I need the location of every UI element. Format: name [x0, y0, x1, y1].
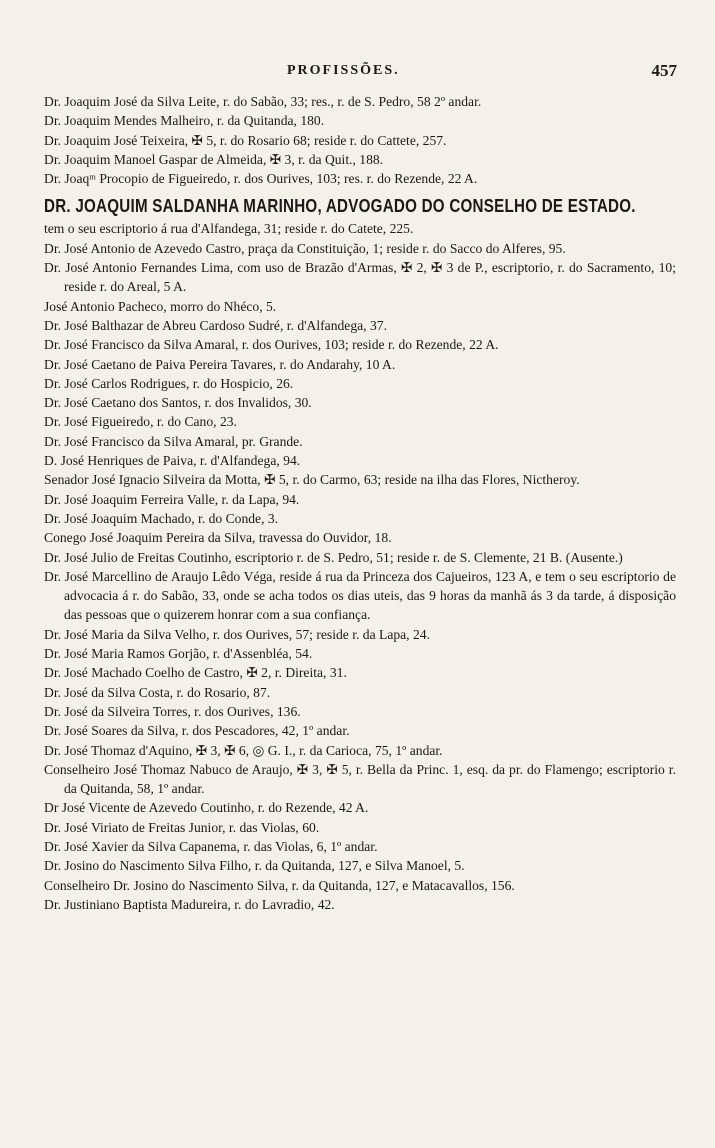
list-item: Dr José Vicente de Azevedo Coutinho, r. do Rezende, 42 A. [44, 800, 369, 816]
list-item: D. José Henriques de Paiva, r. d'Alfandega, 94. [44, 453, 301, 469]
list-item: Dr. Josino do Nascimento Silva Filho, r. da Quitanda, 127, e Silva Manoel, 5. [44, 858, 465, 874]
list-item: Dr. José Xavier da Silva Capanema, r. das Violas, 6, 1º andar. [44, 838, 378, 854]
list-item: Dr. Justiniano Baptista Madureira, r. do Lavradio, 42. [44, 896, 335, 912]
list-item: Dr. José Joaquim Machado, r. do Conde, 3. [44, 510, 279, 526]
list-item: Dr. José Antonio de Azevedo Castro, praça da Constituição, 1; reside r. do Sacco do Alferes, 95. [44, 240, 566, 256]
list-item: Dr. Joaqᵐ Procopio de Figueiredo, r. dos Ourives, 103; res. r. do Rezende, 22 A. [44, 171, 478, 187]
list-item: Dr. José Francisco da Silva Amaral, pr. Grande. [44, 433, 303, 449]
list-item: Dr. José Viriato de Freitas Junior, r. das Violas, 60. [44, 819, 320, 835]
list-item: Dr. José Francisco da Silva Amaral, r. dos Ourives, 103; reside r. do Rezende, 22 A. [44, 337, 499, 353]
list-item: Dr. Joaquim Manoel Gaspar de Almeida, ✠ 3, r. da Quit., 188. [44, 151, 384, 167]
list-item: Dr. José Maria Ramos Gorjão, r. d'Assenbléa, 54. [44, 646, 313, 662]
advertisement-line: tem o seu escriptorio á rua d'Alfandega, 31; reside r. do Catete, 225. [44, 221, 414, 237]
list-item: Senador José Ignacio Silveira da Motta, ✠ 5, r. do Carmo, 63; reside na ilha das Flores, Nictheroy. [44, 472, 580, 488]
page-header [0, 63, 715, 85]
list-item: Dr. José da Silva Costa, r. do Rosario, 87. [44, 684, 271, 700]
list-item: Dr. José Carlos Rodrigues, r. do Hospicio, 26. [44, 375, 294, 391]
advertisement-heading: DR. JOAQUIM SALDANHA MARINHO, ADVOGADO DO CONSELHO DE ESTADO. [44, 195, 636, 217]
list-item: Dr. Joaquim José Teixeira, ✠ 5, r. do Rosario 68; reside r. do Cattete, 257. [44, 132, 447, 148]
list-item: Dr. José Maria da Silva Velho, r. dos Ourives, 57; reside r. da Lapa, 24. [44, 626, 430, 642]
list-item: Dr. José Joaquim Ferreira Valle, r. da Lapa, 94. [44, 491, 300, 507]
list-item: Dr. José Thomaz d'Aquino, ✠ 3, ✠ 6, ◎ G. I., r. da Carioca, 75, 1º andar. [44, 742, 443, 758]
directory-list [44, 92, 676, 914]
list-item: Dr. José Marcellino de Araujo Lêdo Véga, reside á rua da Princeza dos Cajueiros, 123 A, e tem o seu escriptorio de advocacia á r. do Sabão, 33, onde se acha todos os dias uteis, das 9 horas da manhã ás 3 da tarde, á disposição das pessoas que o quizerem honrar com a sua confiança. [44, 568, 676, 623]
list-item: Conselheiro José Thomaz Nabuco de Araujo, ✠ 3, ✠ 5, r. Bella da Princ. 1, esq. da pr. do Flamengo; escriptorio r. da Quitanda, 58, 1º andar. [44, 761, 676, 797]
list-item: Dr. José Machado Coelho de Castro, ✠ 2, r. Direita, 31. [44, 665, 347, 681]
page-number: 457 [651, 61, 677, 80]
list-item: Dr. José Caetano dos Santos, r. dos Invalidos, 30. [44, 395, 312, 411]
section-title: PROFISSÕES. [287, 63, 400, 78]
list-item: Dr. Joaquim Mendes Malheiro, r. da Quitanda, 180. [44, 113, 325, 129]
list-item: Dr. José Julio de Freitas Coutinho, escriptorio r. de S. Pedro, 51; reside r. de S. Clemente, 21 B. (Ausente.) [44, 549, 623, 565]
list-item: Dr. José Balthazar de Abreu Cardoso Sudré, r. d'Alfandega, 37. [44, 317, 387, 333]
list-item: Dr. José Figueiredo, r. do Cano, 23. [44, 414, 237, 430]
list-item: Dr. José da Silveira Torres, r. dos Ourives, 136. [44, 703, 301, 719]
list-item: Dr. José Caetano de Paiva Pereira Tavares, r. do Andarahy, 10 A. [44, 356, 396, 372]
list-item: Conselheiro Dr. Josino do Nascimento Silva, r. da Quitanda, 127, e Matacavallos, 156. [44, 877, 515, 893]
list-item: José Antonio Pacheco, morro do Nhéco, 5. [44, 298, 277, 314]
list-item: Dr. José Soares da Silva, r. dos Pescadores, 42, 1º andar. [44, 723, 350, 739]
list-item: Dr. Joaquim José da Silva Leite, r. do Sabão, 33; res., r. de S. Pedro, 58 2º andar. [44, 94, 482, 109]
list-item: Dr. José Antonio Fernandes Lima, com uso de Brazão d'Armas, ✠ 2, ✠ 3 de P., escriptorio, r. do Sacramento, 10; reside r. do Areal, 5 A. [44, 260, 676, 295]
list-item: Conego José Joaquim Pereira da Silva, travessa do Ouvidor, 18. [44, 530, 392, 546]
